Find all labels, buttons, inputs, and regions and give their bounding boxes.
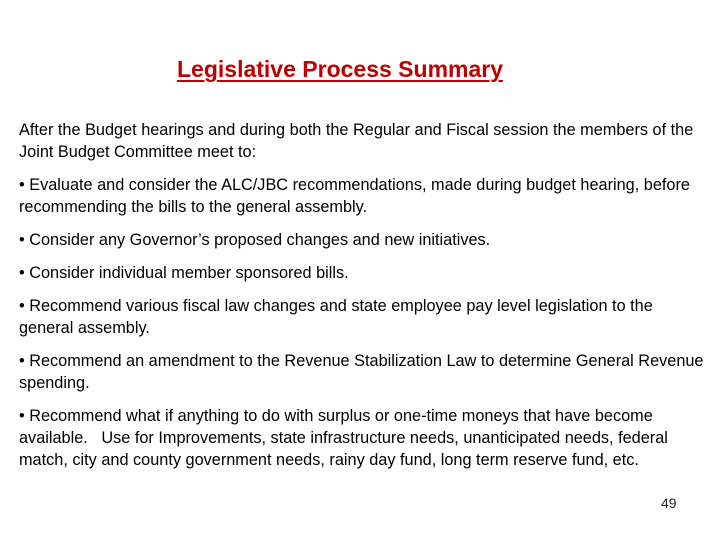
bullet-fiscal-law-changes: • Recommend various fiscal law changes and state employee pay level legislation to the general assembly.	[19, 297, 653, 337]
slide-title: Legislative Process Summary	[177, 56, 503, 82]
bullet-evaluate-recommendations: • Evaluate and consider the ALC/JBC recommendations, made during budget hearing, before recommending the bills to the general assembly.	[19, 176, 690, 216]
bullet-governor-changes: • Consider any Governor’s proposed changes and new initiatives.	[19, 231, 491, 249]
bullet-surplus-moneys: • Recommend what if anything to do with surplus or one-time moneys that have become available. Use for Improvements, state infrastructure needs, unanticipated needs, federal match, city and county government needs, rainy day fund, long term reserve fund, etc.	[19, 407, 673, 469]
slide-body	[19, 119, 709, 482]
intro-paragraph: After the Budget hearings and during both the Regular and Fiscal session the members of the Joint Budget Committee meet to:	[19, 121, 694, 161]
bullet-revenue-stabilization: • Recommend an amendment to the Revenue Stabilization Law to determine General Revenue spending.	[19, 352, 704, 392]
page-number: 49	[661, 495, 677, 511]
bullet-member-bills: • Consider individual member sponsored bills.	[19, 264, 349, 282]
